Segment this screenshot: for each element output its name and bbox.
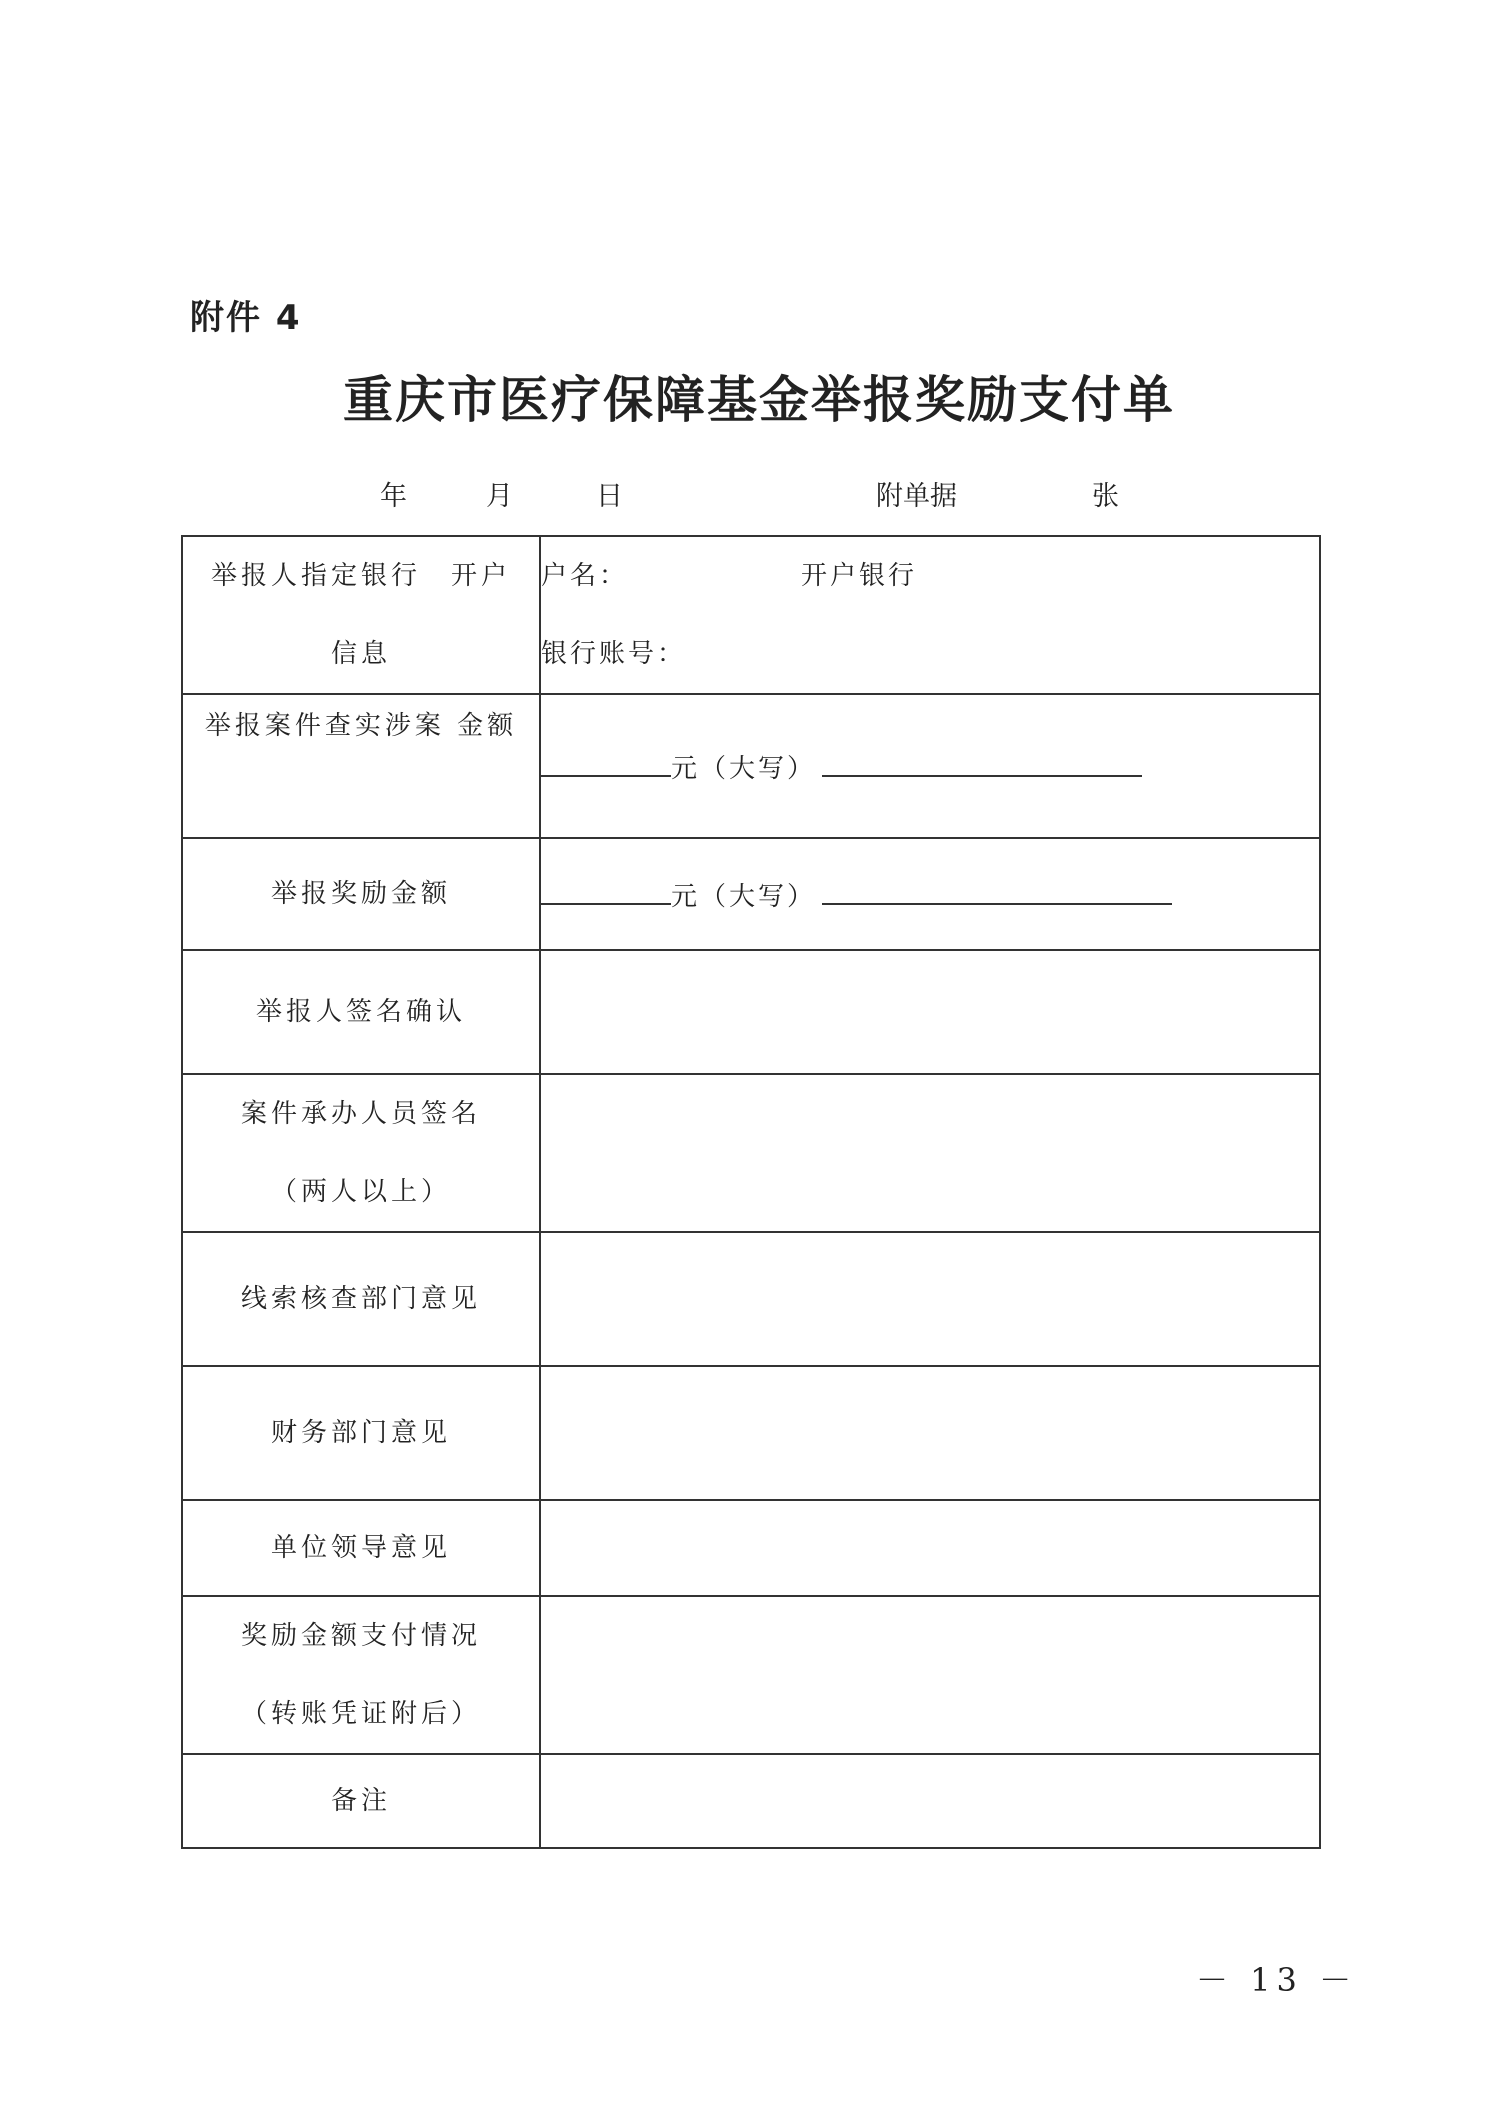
finance-dept-field[interactable] — [540, 1366, 1320, 1500]
date-year-label: 年 — [380, 481, 407, 512]
bank-info-value[interactable] — [540, 536, 1320, 694]
account-name-label: 户名： — [541, 561, 629, 591]
case-amount-unit: 元（大写） — [671, 753, 817, 784]
date-day-label: 日 — [596, 481, 623, 512]
leader-field[interactable] — [540, 1500, 1320, 1596]
payment-label-line2: （转账凭证附后） — [240, 1699, 481, 1729]
case-amount-label: 举报案件查实涉案 金额 — [182, 694, 540, 838]
sheets-label: 张 — [1092, 481, 1119, 512]
handlers-label-line1: 案件承办人员签名 — [240, 1099, 481, 1129]
account-number-label: 银行账号： — [541, 639, 687, 669]
reward-amount-unit: 元（大写） — [671, 881, 817, 912]
case-amount-value[interactable] — [540, 694, 1320, 838]
row-leader — [182, 1500, 1320, 1596]
verify-dept-field[interactable] — [540, 1232, 1320, 1366]
bank-info-label-line2: 信息 — [330, 639, 391, 669]
signature-label: 举报人签名确认 — [182, 950, 540, 1074]
row-payment — [182, 1596, 1320, 1754]
reward-amount-capital-blank[interactable] — [822, 879, 1172, 905]
leader-label: 单位领导意见 — [182, 1500, 540, 1596]
row-case-amount — [182, 694, 1320, 838]
case-amount-capital-blank[interactable] — [822, 751, 1142, 777]
row-bank-info — [182, 536, 1320, 694]
verify-dept-label: 线索核查部门意见 — [182, 1232, 540, 1366]
reward-payment-form — [181, 535, 1321, 1849]
row-signature — [182, 950, 1320, 1074]
row-reward-amount — [182, 838, 1320, 950]
signature-field[interactable] — [540, 950, 1320, 1074]
row-handlers — [182, 1074, 1320, 1232]
reward-amount-blank[interactable] — [541, 879, 671, 905]
page-title: 重庆市医疗保障基金举报奖励支付单 — [343, 370, 1175, 429]
remarks-field[interactable] — [540, 1754, 1320, 1848]
date-month-label: 月 — [486, 481, 513, 512]
row-remarks — [182, 1754, 1320, 1848]
handlers-label-line2: （两人以上） — [270, 1177, 451, 1207]
bank-info-label — [182, 536, 540, 694]
bank-name-label: 开户银行 — [801, 561, 918, 591]
reward-amount-label: 举报奖励金额 — [182, 838, 540, 950]
case-amount-blank[interactable] — [541, 751, 671, 777]
payment-label — [182, 1596, 540, 1754]
handlers-label — [182, 1074, 540, 1232]
payment-field[interactable] — [540, 1596, 1320, 1754]
handlers-field[interactable] — [540, 1074, 1320, 1232]
finance-dept-label: 财务部门意见 — [182, 1366, 540, 1500]
attached-docs-label: 附单据 — [876, 481, 957, 512]
row-finance-dept — [182, 1366, 1320, 1500]
page-number: － 13 － — [1196, 1961, 1358, 1999]
row-verify-dept — [182, 1232, 1320, 1366]
remarks-label: 备注 — [182, 1754, 540, 1848]
payment-label-line1: 奖励金额支付情况 — [240, 1621, 481, 1651]
bank-info-label-line1: 举报人指定银行 开户 — [210, 561, 511, 591]
reward-amount-value[interactable] — [540, 838, 1320, 950]
attachment-label: 附件 4 — [190, 298, 302, 338]
